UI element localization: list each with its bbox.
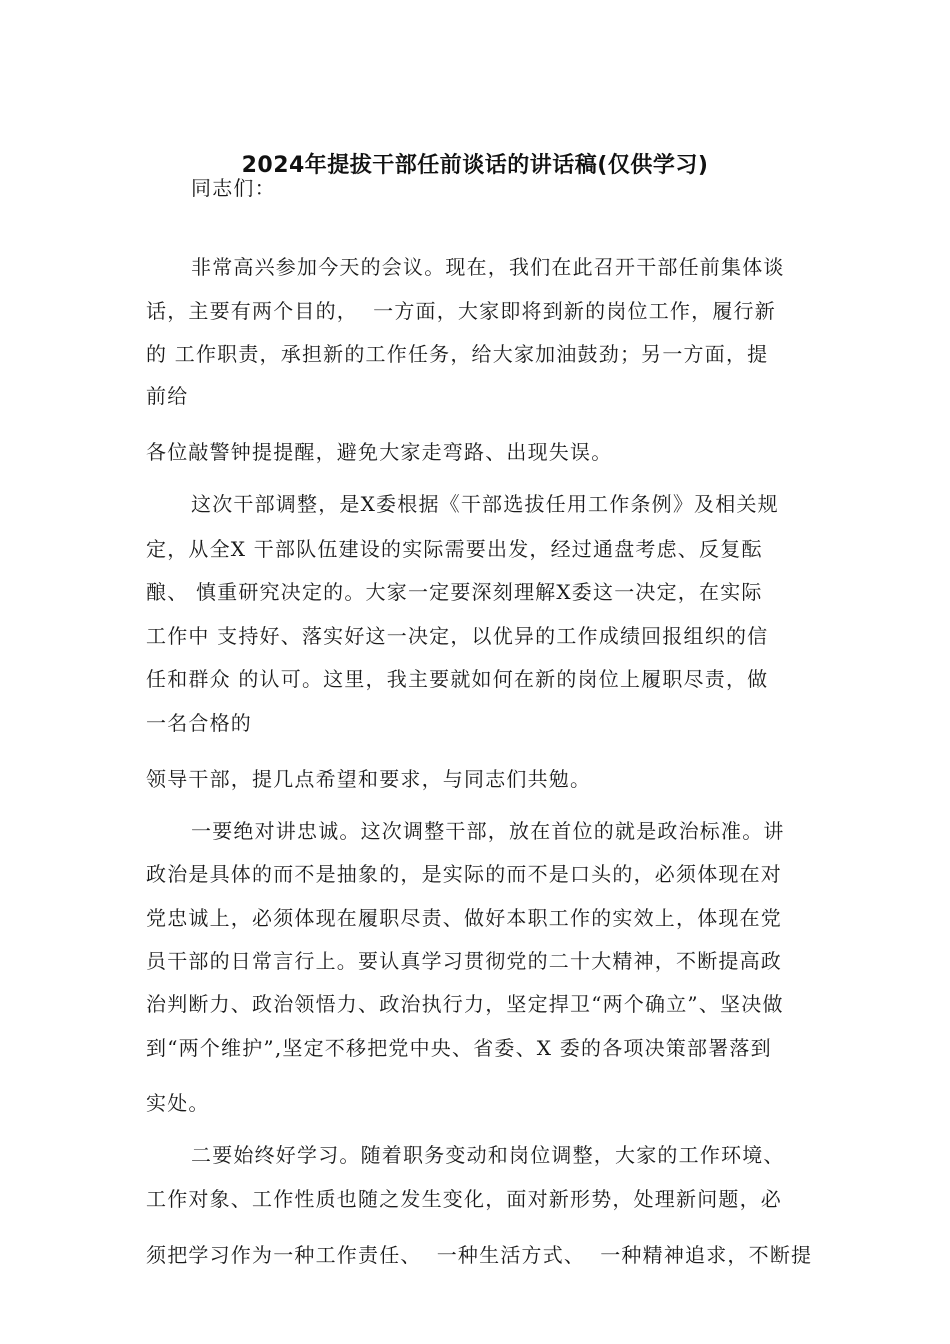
text-line: 话，主要有两个目的， 一方面，大家即将到新的岗位工作，履行新: [146, 299, 776, 323]
text-line: 到“两个维护”,坚定不移把党中央、省委、X 委的各项决策部署落到: [146, 1036, 772, 1060]
text-line: 实处。: [146, 1091, 210, 1115]
text-line: 员干部的日常言行上。要认真学习贯彻党的二十大精神，不断提高政: [146, 949, 782, 973]
text-line: 非常高兴参加今天的会议。现在，我们在此召开干部任前集体谈: [191, 255, 785, 279]
text-line: 定，从全X 干部队伍建设的实际需要出发，经过通盘考虑、反复酝: [146, 537, 763, 561]
text-line: 一要绝对讲忠诚。这次调整干部，放在首位的就是政治标准。讲: [191, 819, 785, 843]
text-line: 的 工作职责，承担新的工作任务，给大家加油鼓劲；另一方面，提: [146, 342, 769, 366]
text-line: 酿、 慎重研究决定的。大家一定要深刻理解X委这一决定，在实际: [146, 580, 763, 604]
text-line: 须把学习作为一种工作责任、 一种生活方式、 一种精神追求，不断提: [146, 1243, 813, 1267]
text-line: 一名合格的: [146, 711, 252, 735]
text-line: 二要始终好学习。随着职务变动和岗位调整，大家的工作环境、: [191, 1143, 785, 1167]
text-line: 工作中 支持好、落实好这一决定，以优异的工作成绩回报组织的信: [146, 624, 769, 648]
text-line: 工作对象、工作性质也随之发生变化，面对新形势，处理新问题，必: [146, 1187, 782, 1211]
text-line: 任和群众 的认可。这里，我主要就如何在新的岗位上履职尽责，做: [146, 667, 769, 691]
document-title: 2024年提拔干部任前谈话的讲话稿(仅供学习): [241, 153, 709, 178]
text-line: 领导干部，提几点希望和要求，与同志们共勉。: [146, 767, 592, 791]
text-line: 党忠诚上，必须体现在履职尽责、做好本职工作的实效上，体现在党: [146, 906, 782, 930]
text-line: 各位敲警钟提提醒，避免大家走弯路、出现失误。: [146, 440, 613, 464]
text-line: 政治是具体的而不是抽象的，是实际的而不是口头的，必须体现在对: [146, 862, 782, 886]
text-line: 这次干部调整，是X委根据《干部选拔任用工作条例》及相关规: [191, 492, 779, 516]
text-line: 同志们：: [191, 176, 276, 200]
text-line: 前给: [146, 384, 189, 408]
text-line: 治判断力、政治领悟力、政治执行力，坚定捍卫“两个确立”、坚决做: [146, 992, 784, 1016]
